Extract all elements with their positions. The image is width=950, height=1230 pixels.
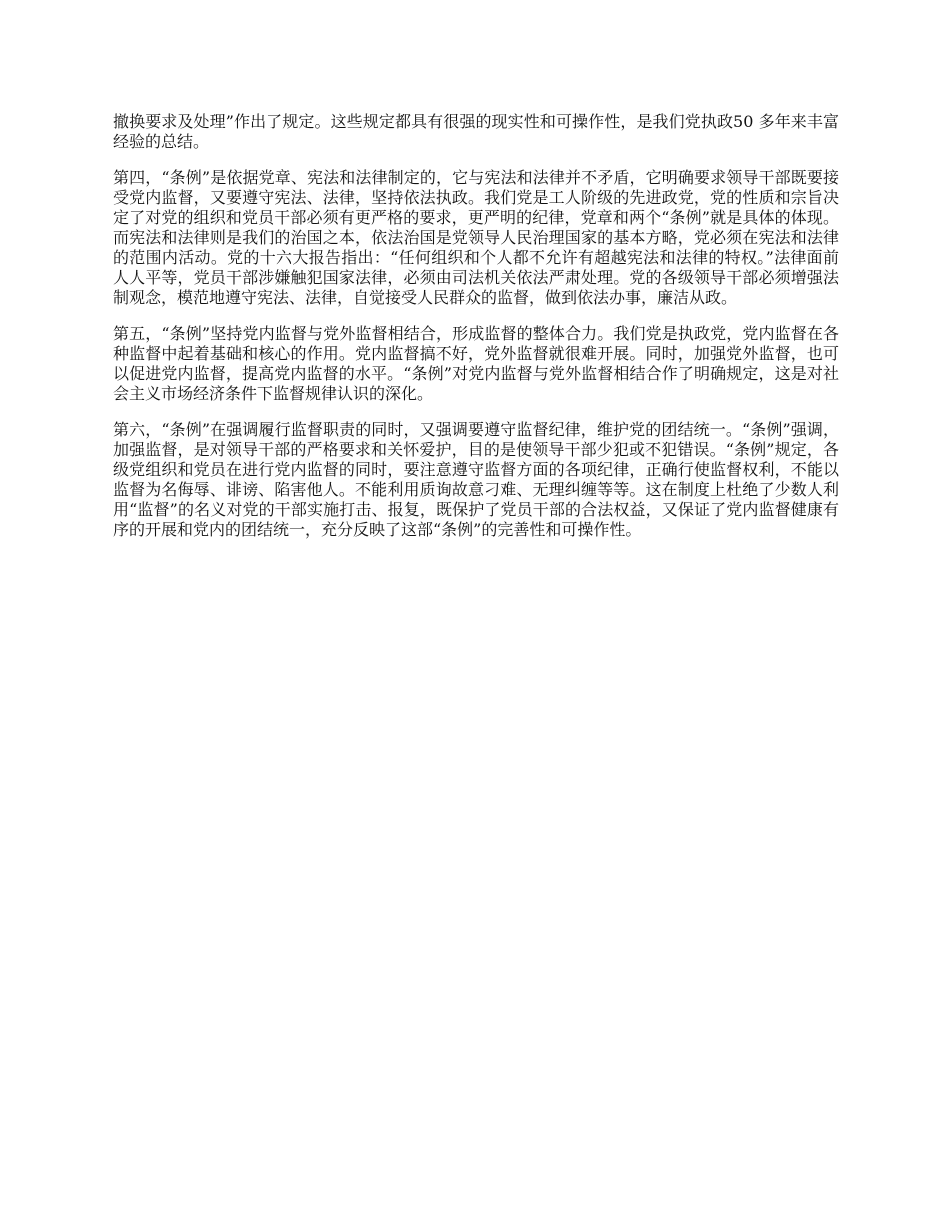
document-body (113, 112, 839, 556)
paragraph-continuation: 撤换要求及处理”作出了规定。这些规定都具有很强的现实性和可操作性，是我们党执政50 多年来丰富经验的总结。 (113, 112, 839, 151)
paragraph-point-five: 第五，“条例”坚持党内监督与党外监督相结合，形成监督的整体合力。我们党是执政党，党内监督在各种监督中起着基础和核心的作用。党内监督搞不好，党外监督就很难开展。同时，加强党外监督，也可以促进党内监督，提高党内监督的水平。“条例”对党内监督与党外监督相结合作了明确规定，这是对社会主义市场经济条件下监督规律认识的深化。 (113, 324, 839, 403)
paragraph-point-six: 第六，“条例”在强调履行监督职责的同时，又强调要遵守监督纪律，维护党的团结统一。“条例”强调，加强监督，是对领导干部的严格要求和关怀爱护，目的是使领导干部少犯或不犯错误。“条例”规定，各级党组织和党员在进行党内监督的同时，要注意遵守监督方面的各项纪律，正确行使监督权利，不能以监督为名侮辱、诽谤、陷害他人。不能利用质询故意刁难、无理纠缠等等。这在制度上杜绝了少数人利用“监督”的名义对党的干部实施打击、报复，既保护了党员干部的合法权益，又保证了党内监督健康有序的开展和党内的团结统一，充分反映了这部“条例”的完善性和可操作性。 (113, 420, 839, 539)
paragraph-point-four: 第四，“条例”是依据党章、宪法和法律制定的，它与宪法和法律并不矛盾，它明确要求领导干部既要接受党内监督，又要遵守宪法、法律，坚持依法执政。我们党是工人阶级的先进政党，党的性质和宗旨决定了对党的组织和党员干部必须有更严格的要求，更严明的纪律，党章和两个“条例”就是具体的体现。而宪法和法律则是我们的治国之本，依法治国是党领导人民治理国家的基本方略，党必须在宪法和法律的范围内活动。党的十六大报告指出：“任何组织和个人都不允许有超越宪法和法律的特权。”法律面前人人平等，党员干部涉嫌触犯国家法律，必须由司法机关依法严肃处理。党的各级领导干部必须增强法制观念，模范地遵守宪法、法律，自觉接受人民群众的监督，做到依法办事，廉洁从政。 (113, 168, 839, 307)
